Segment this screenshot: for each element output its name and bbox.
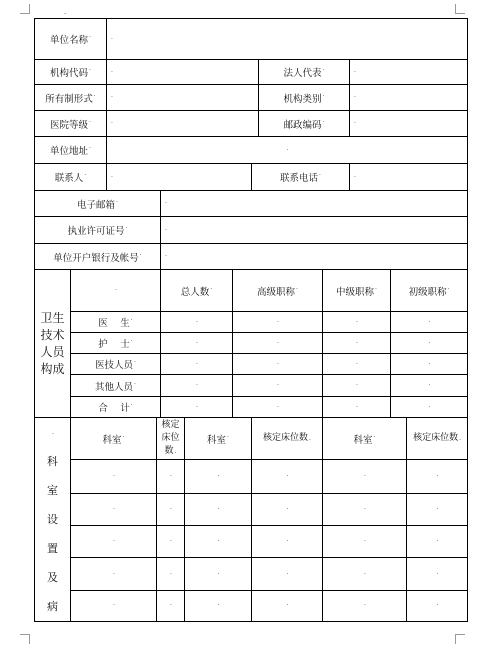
- field-hospital-grade[interactable]: .: [107, 111, 259, 137]
- staff-row-label: 护 士.: [71, 333, 161, 354]
- dept-cell[interactable]: .: [323, 590, 407, 621]
- staff-row-label: 医 生.: [71, 312, 161, 333]
- dept-cell[interactable]: .: [157, 558, 185, 590]
- staff-cell[interactable]: .: [233, 354, 323, 375]
- row-license: [35, 217, 468, 244]
- label-email: 电子邮箱.: [35, 191, 161, 217]
- crop-mark-bottom-right: [455, 634, 465, 644]
- dept-cell[interactable]: .: [71, 493, 157, 525]
- staff-cell[interactable]: .: [391, 375, 468, 397]
- dept-row: [35, 460, 468, 493]
- label-org-category: 机构类别.: [259, 85, 350, 111]
- dept-cell[interactable]: .: [185, 558, 252, 590]
- staff-cell[interactable]: .: [233, 397, 323, 418]
- dept-cell[interactable]: .: [252, 493, 323, 525]
- dept-row: [35, 526, 468, 558]
- dept-cell[interactable]: .: [252, 526, 323, 558]
- row-email: [35, 191, 468, 217]
- staff-cell[interactable]: .: [161, 312, 233, 333]
- dept-col-beds-3: 核定床位数.: [407, 418, 468, 460]
- staff-header-row: [35, 270, 468, 312]
- staff-cell[interactable]: .: [391, 397, 468, 418]
- dept-cell[interactable]: .: [323, 493, 407, 525]
- crop-mark-top-right: [455, 4, 465, 14]
- label-ownership: 所有制形式.: [35, 85, 107, 111]
- staff-col-total: 总人数.: [161, 270, 233, 312]
- dept-cell[interactable]: .: [185, 460, 252, 493]
- staff-cell[interactable]: .: [161, 333, 233, 354]
- staff-cell[interactable]: .: [391, 354, 468, 375]
- dept-header-row: [35, 418, 468, 460]
- staff-cell[interactable]: .: [233, 333, 323, 354]
- staff-col-junior: 初级职称.: [391, 270, 468, 312]
- dept-cell[interactable]: .: [185, 493, 252, 525]
- dept-cell[interactable]: .: [185, 590, 252, 621]
- dept-section-label: . 科 室 设 置 及 病: [35, 418, 71, 622]
- staff-row-other: [35, 375, 468, 397]
- staff-cell[interactable]: .: [323, 333, 391, 354]
- row-hospital-grade: [35, 111, 468, 137]
- staff-cell[interactable]: .: [161, 375, 233, 397]
- dept-col-dept-3: 科室.: [323, 418, 407, 460]
- staff-row-label: 医技人员.: [71, 354, 161, 375]
- field-bank[interactable]: .: [161, 244, 468, 270]
- label-license: 执业许可证号.: [35, 217, 161, 244]
- label-org-code: 机构代码.: [35, 60, 107, 85]
- label-contact: 联系人.: [35, 164, 107, 191]
- row-ownership: [35, 85, 468, 111]
- dept-col-beds-1: 核定床位数.: [157, 418, 185, 460]
- crop-mark-top-left: [20, 4, 30, 14]
- staff-col-senior: 高级职称.: [233, 270, 323, 312]
- dept-row: [35, 493, 468, 525]
- dept-cell[interactable]: .: [252, 558, 323, 590]
- row-address: [35, 137, 468, 164]
- field-contact[interactable]: .: [107, 164, 252, 191]
- field-email[interactable]: .: [161, 191, 468, 217]
- dept-cell[interactable]: .: [185, 526, 252, 558]
- dept-cell[interactable]: .: [323, 526, 407, 558]
- field-org-code[interactable]: .: [107, 60, 259, 85]
- dept-cell[interactable]: .: [407, 460, 468, 493]
- staff-cell[interactable]: .: [323, 397, 391, 418]
- label-address: 单位地址.: [35, 137, 107, 164]
- dept-cell[interactable]: .: [157, 590, 185, 621]
- dept-cell[interactable]: .: [407, 590, 468, 621]
- dept-cell[interactable]: .: [71, 590, 157, 621]
- dept-cell[interactable]: .: [407, 558, 468, 590]
- row-unit-name: [35, 19, 468, 60]
- dept-col-beds-2: 核定床位数.: [252, 418, 323, 460]
- dept-cell[interactable]: .: [323, 460, 407, 493]
- dept-cell[interactable]: .: [252, 460, 323, 493]
- row-contact: [35, 164, 468, 191]
- label-unit-name: 单位名称.: [35, 19, 107, 60]
- label-phone: 联系电话.: [252, 164, 350, 191]
- dept-row: [35, 590, 468, 621]
- staff-row-label: 合 计.: [71, 397, 161, 418]
- staff-section-label: 卫生技术人员构成: [35, 270, 71, 418]
- staff-cell[interactable]: .: [233, 375, 323, 397]
- dept-cell[interactable]: .: [407, 526, 468, 558]
- field-license[interactable]: .: [161, 217, 468, 244]
- staff-col-intermediate: 中级职称.: [323, 270, 391, 312]
- dept-cell[interactable]: .: [157, 460, 185, 493]
- dept-cell[interactable]: .: [252, 590, 323, 621]
- staff-cell[interactable]: .: [391, 333, 468, 354]
- dept-col-dept-1: 科室.: [71, 418, 157, 460]
- staff-row-nurse: [35, 333, 468, 354]
- field-phone[interactable]: .: [350, 164, 468, 191]
- staff-cell[interactable]: .: [391, 312, 468, 333]
- field-ownership[interactable]: .: [107, 85, 259, 111]
- label-legal-rep: 法人代表.: [259, 60, 350, 85]
- row-bank: [35, 244, 468, 270]
- dept-cell[interactable]: .: [157, 493, 185, 525]
- field-postal-code[interactable]: .: [350, 111, 468, 137]
- label-bank: 单位开户银行及帐号.: [35, 244, 161, 270]
- staff-cell[interactable]: .: [323, 375, 391, 397]
- staff-cell[interactable]: .: [323, 312, 391, 333]
- field-unit-name[interactable]: .: [107, 19, 468, 60]
- label-postal-code: 邮政编码.: [259, 111, 350, 137]
- dept-cell[interactable]: .: [157, 526, 185, 558]
- staff-cell[interactable]: .: [323, 354, 391, 375]
- staff-row-medtech: [35, 354, 468, 375]
- staff-row-doctor: [35, 312, 468, 333]
- dept-cell[interactable]: .: [71, 526, 157, 558]
- label-hospital-grade: 医院等级.: [35, 111, 107, 137]
- crop-mark-bottom-left: [20, 634, 30, 644]
- staff-row-label: 其他人员.: [71, 375, 161, 397]
- staff-row-total: [35, 397, 468, 418]
- staff-cell[interactable]: .: [161, 354, 233, 375]
- dept-col-dept-2: 科室.: [185, 418, 252, 460]
- registration-form-table: [34, 18, 468, 622]
- dept-row: [35, 558, 468, 590]
- staff-corner-cell: .: [71, 270, 161, 312]
- dept-cell[interactable]: .: [71, 460, 157, 493]
- field-address[interactable]: .: [107, 137, 468, 164]
- dept-cell[interactable]: .: [407, 493, 468, 525]
- dept-cell[interactable]: .: [71, 558, 157, 590]
- staff-cell[interactable]: .: [161, 397, 233, 418]
- paragraph-mark: .: [64, 8, 67, 16]
- staff-cell[interactable]: .: [233, 312, 323, 333]
- row-org-code: [35, 60, 468, 85]
- field-org-category[interactable]: .: [350, 85, 468, 111]
- dept-cell[interactable]: .: [323, 558, 407, 590]
- field-legal-rep[interactable]: .: [350, 60, 468, 85]
